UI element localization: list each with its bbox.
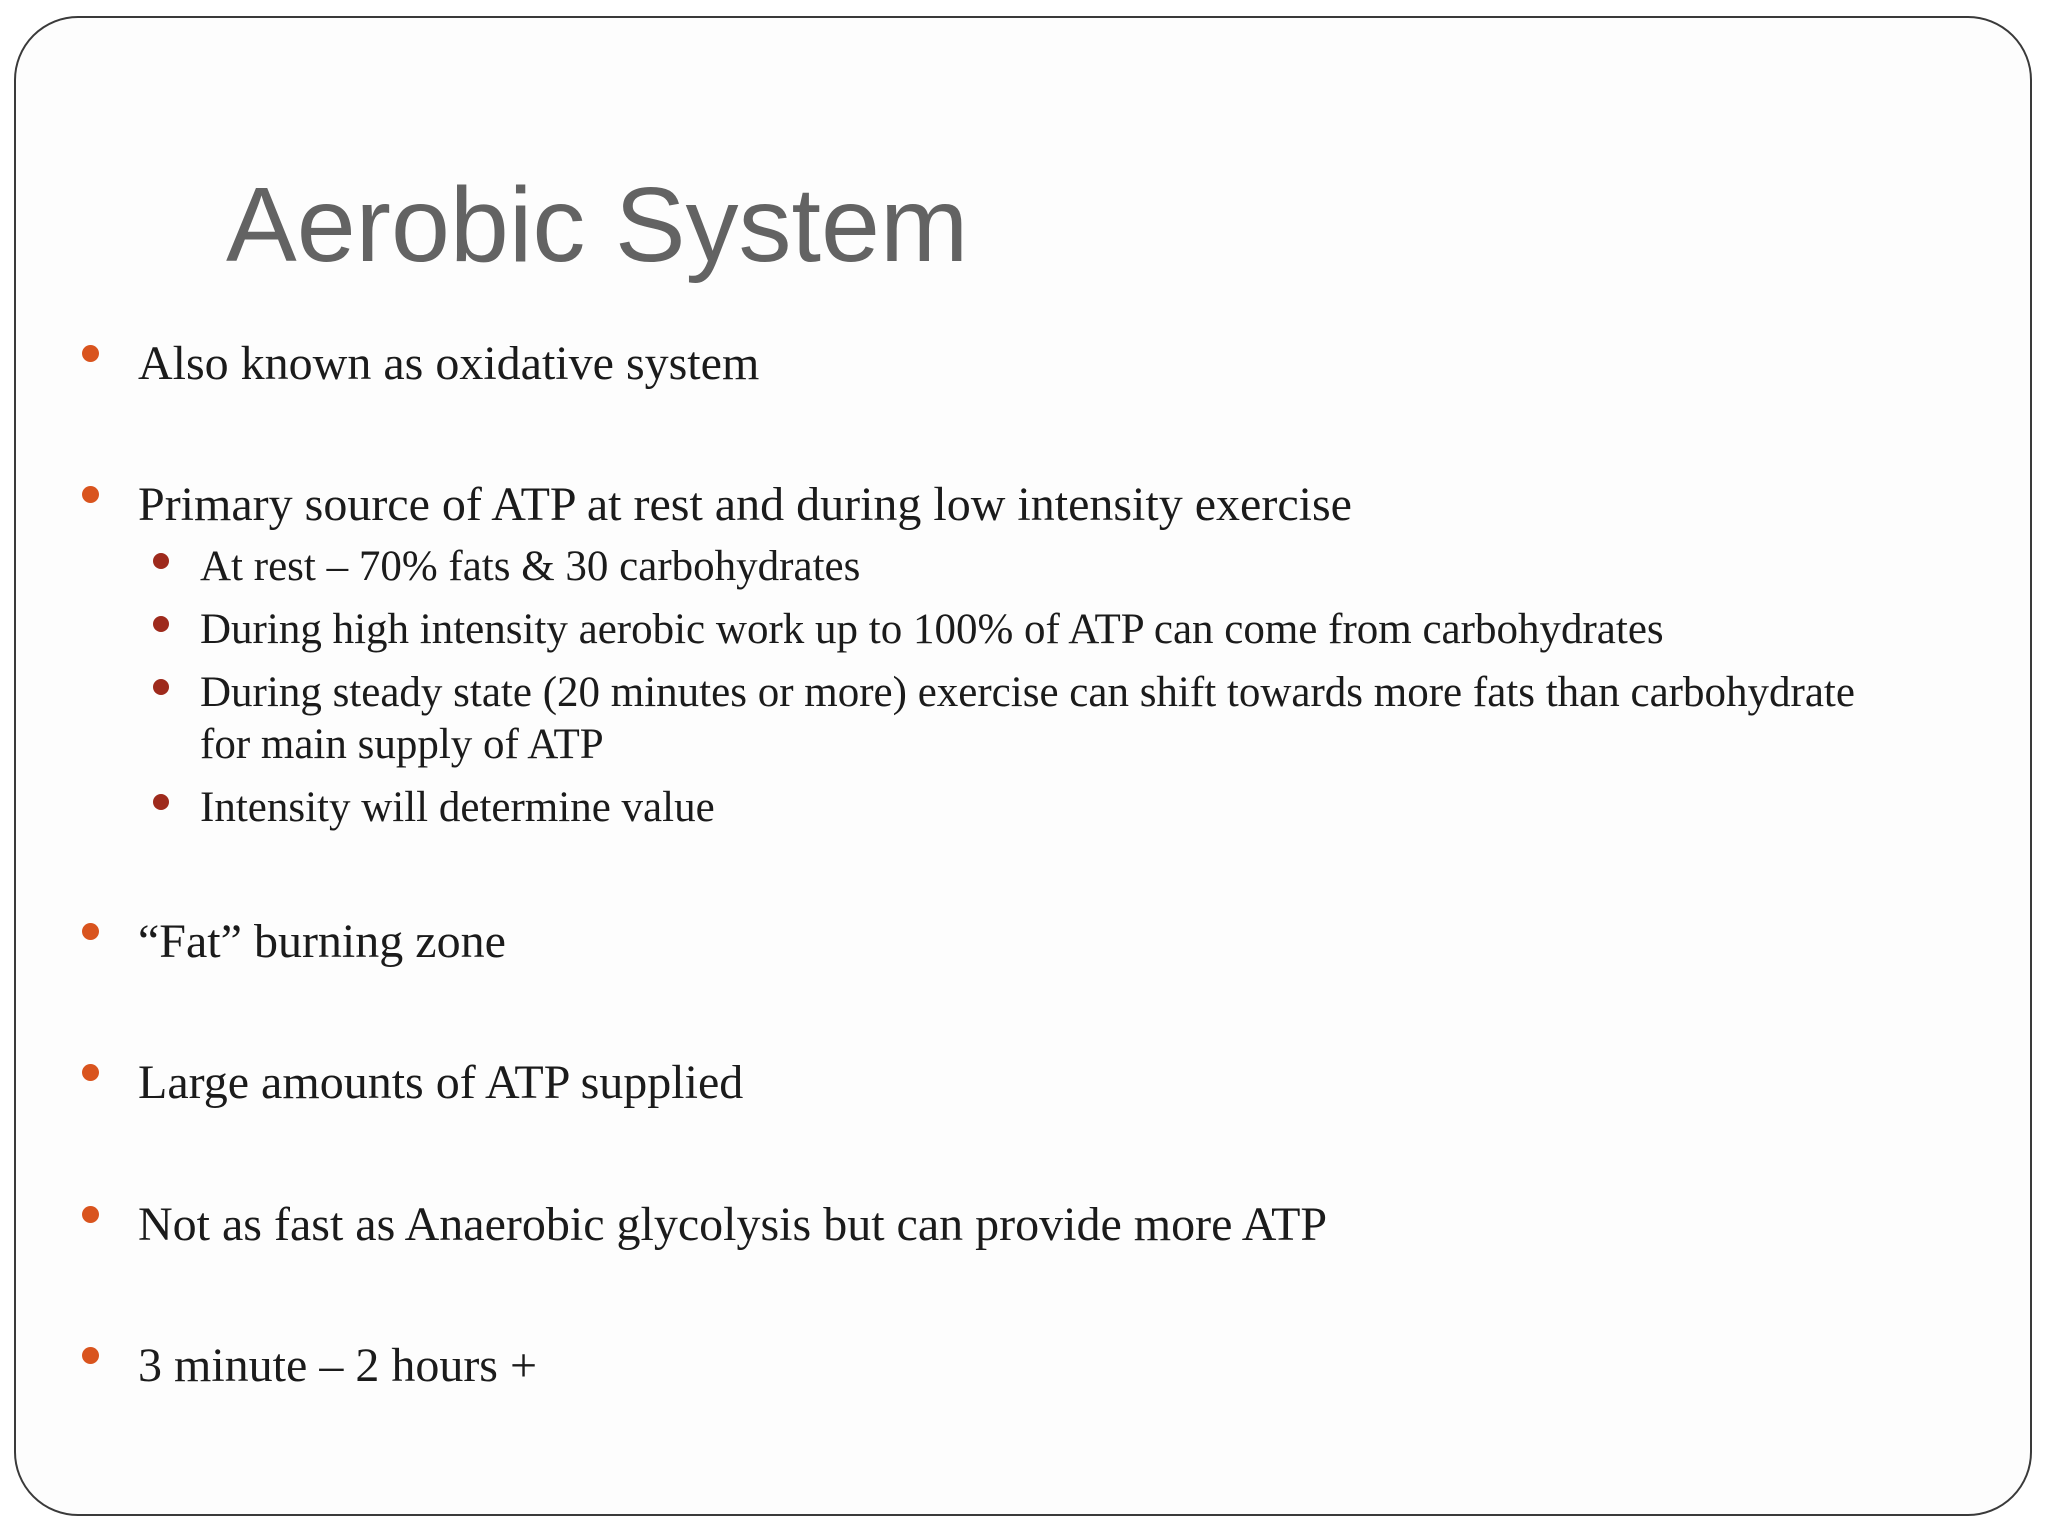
bullet-primary-source: Primary source of ATP at rest and during low intensity exercise xyxy=(138,478,1352,531)
sub-bullet-high-intensity: During high intensity aerobic work up to 100% of ATP can come from carbohydrates xyxy=(200,604,1860,656)
bullet-fat-burning-zone: “Fat” burning zone xyxy=(138,915,506,968)
bullet-not-as-fast: Not as fast as Anaerobic glycolysis but can provide more ATP xyxy=(138,1198,1328,1251)
bullet-duration: 3 minute – 2 hours + xyxy=(138,1339,538,1392)
sub-bullet-steady-state: During steady state (20 minutes or more) exercise can shift towards more fats than carbohydrate for main supply of ATP xyxy=(200,667,1860,771)
slide-title: Aerobic System xyxy=(226,166,969,284)
bullet-large-amounts: Large amounts of ATP supplied xyxy=(138,1056,744,1109)
sub-bullet-intensity: Intensity will determine value xyxy=(200,782,1860,834)
bullet-oxidative-system: Also known as oxidative system xyxy=(138,337,760,390)
sub-bullet-at-rest: At rest – 70% fats & 30 carbohydrates xyxy=(200,541,1860,593)
